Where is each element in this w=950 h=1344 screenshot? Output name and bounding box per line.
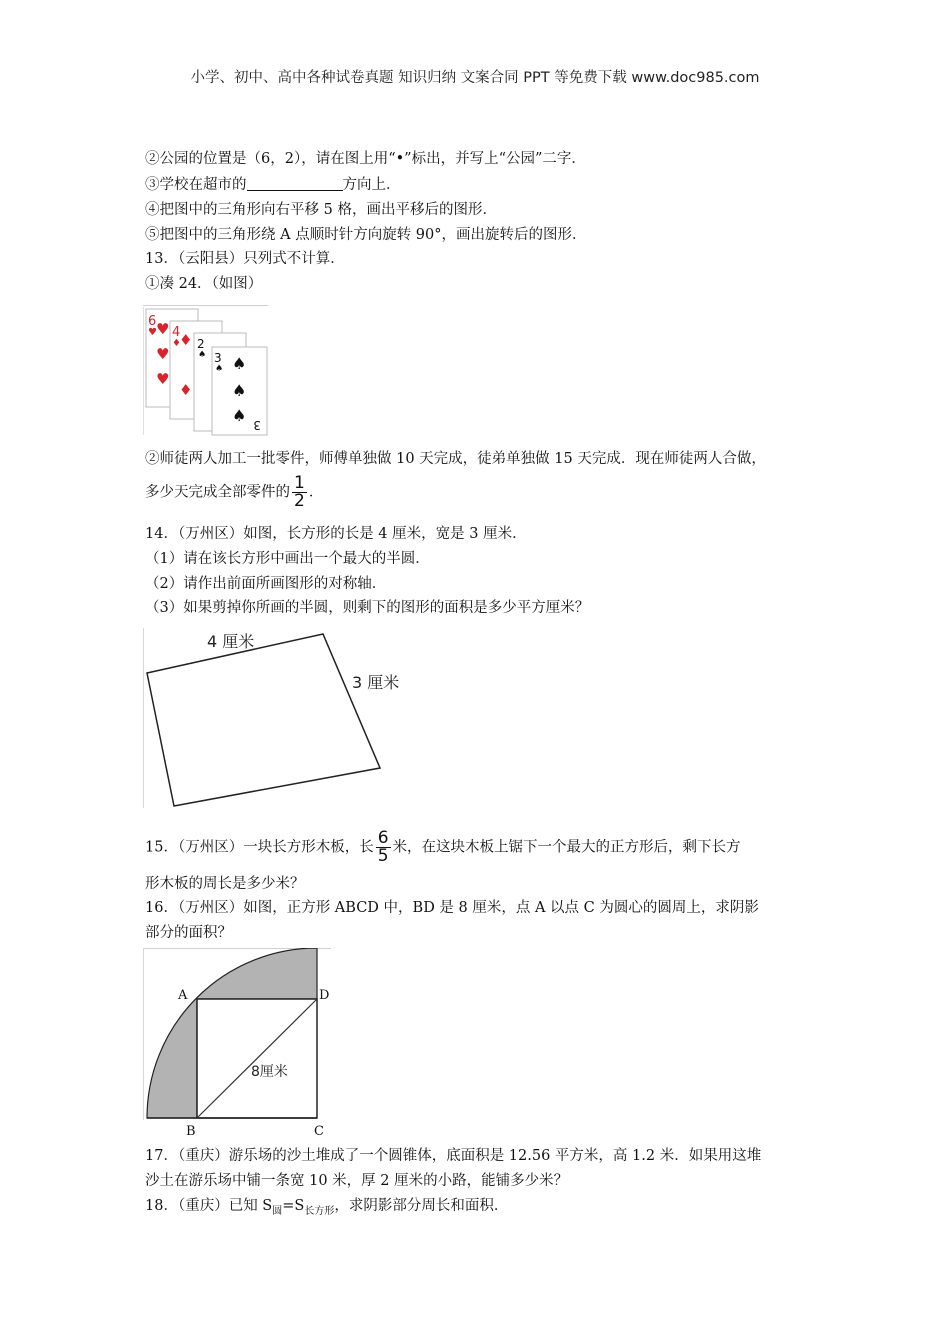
fraction-numerator: 6	[377, 828, 389, 848]
playing-cards-figure	[143, 305, 271, 437]
q13-part-2-text-b: ．	[308, 484, 324, 501]
vertex-a-label: A	[178, 988, 188, 1003]
fraction-one-half	[292, 475, 307, 510]
q16-line1: 16．（万州区）如图，正方形 ABCD 中，BD 是 8 厘米，点 A 以点 C 为圆心的圆周上，求阴影	[145, 900, 759, 916]
heart-icon: ♥	[156, 320, 170, 338]
card-rank: 2	[197, 337, 205, 351]
q14-title: 14．（万州区）如图，长方形的长是 4 厘米，宽是 3 厘米．	[145, 526, 527, 542]
q15-line1	[145, 830, 741, 865]
card-rank: 4	[172, 325, 181, 340]
q17-line1: 17．（重庆）游乐场的沙土堆成了一个圆锥体，底面积是 12.56 平方米，高 1.2 米．如果用这堆	[145, 1148, 762, 1164]
fraction-six-fifths	[376, 830, 391, 865]
square-quarter-circle-figure	[143, 948, 333, 1140]
q16-line2: 部分的面积？	[145, 925, 232, 941]
vertex-b-label: B	[186, 1124, 196, 1139]
q14-part-3: （3）如果剪掉你所画的半圆，则剩下的图形的面积是多少平方厘米？	[145, 600, 590, 616]
q12-item-5: ⑤把图中的三角形绕 A 点顺时针方向旋转 90°，画出旋转后的图形．	[145, 227, 587, 243]
fraction-denominator: 2	[294, 491, 305, 511]
card-suit-small: ♦	[172, 338, 181, 349]
q15-text-b: 米，在这块木板上锯下一个最大的正方形后，剩下长方	[392, 839, 741, 856]
spade-icon: ♠	[232, 406, 247, 425]
fraction-numerator: 1	[294, 473, 305, 493]
card-3-spades	[212, 347, 267, 435]
q18-text-c: ，求阴影部分周长和面积．	[334, 1198, 509, 1214]
q12-item-4: ④把图中的三角形向右平移 5 格，画出平移后的图形．	[145, 202, 497, 218]
diamond-icon: ♦	[179, 331, 193, 349]
vertex-c-label: C	[314, 1124, 324, 1139]
q15-line2: 形木板的周长是多少米？	[145, 876, 305, 892]
q13-part-2-line1: ②师徒两人加工一批零件，师傅单独做 10 天完成，徒弟单独做 15 天完成．现在师徒两人合做，	[145, 451, 766, 467]
q18-text-a: 18．（重庆）已知 S	[145, 1198, 273, 1214]
card-suit-small: ♥	[148, 327, 157, 338]
fraction-denominator: 5	[377, 846, 389, 866]
q18-text-b: =S	[282, 1198, 305, 1214]
q13-title: 13．（云阳县）只列式不计算．	[145, 251, 345, 267]
heart-icon: ♥	[156, 345, 170, 363]
length-label: 4 厘米	[207, 632, 255, 651]
tilted-rectangle	[147, 634, 380, 806]
q18-line	[145, 1194, 508, 1217]
card-rank: 3	[214, 351, 222, 365]
card-rank-inverted: 3	[253, 418, 261, 432]
q12-item-3	[145, 173, 401, 194]
q14-part-1: （1）请在该长方形中画出一个最大的半圆．	[145, 551, 430, 567]
q12-item-3-text-b: 方向上．	[342, 177, 401, 193]
q13-part-1: ①凑 24．（如图）	[145, 276, 263, 292]
card-suit-small: ♠	[198, 350, 207, 360]
card-rank: 6	[148, 314, 157, 329]
answer-blank[interactable]	[247, 176, 343, 191]
q17-line2: 沙土在游乐场中铺一条宽 10 米，厚 2 厘米的小路，能铺多少米？	[145, 1173, 569, 1189]
q12-item-2: ②公园的位置是（6，2），请在图上用“•”标出，并写上“公园”二字．	[145, 151, 586, 167]
page-header: 小学、初中、高中各种试卷真题 知识归纳 文案合同 PPT 等免费下载 www.doc985.com	[190, 70, 760, 86]
diagonal-length-label: 8厘米	[251, 1064, 288, 1080]
spade-icon: ♠	[232, 354, 247, 373]
q12-item-3-text-a: ③学校在超市的	[145, 177, 247, 193]
q15-text-a: 15．（万州区）一块长方形木板，长	[145, 839, 374, 856]
q13-part-2-text-a: 多少天完成全部零件的	[145, 484, 290, 501]
q14-part-2: （2）请作出前面所画图形的对称轴．	[145, 576, 387, 592]
q18-subscript-rect: 长方形	[304, 1205, 335, 1217]
rectangle-figure	[143, 628, 408, 810]
width-label: 3 厘米	[352, 673, 400, 692]
q18-subscript-circle: 圆	[272, 1205, 283, 1217]
heart-icon: ♥	[156, 370, 170, 388]
vertex-d-label: D	[319, 988, 330, 1003]
q13-part-2-line2	[145, 475, 323, 510]
diamond-icon: ♦	[179, 381, 193, 399]
spade-icon: ♠	[232, 381, 247, 400]
card-suit-small: ♠	[215, 364, 224, 374]
